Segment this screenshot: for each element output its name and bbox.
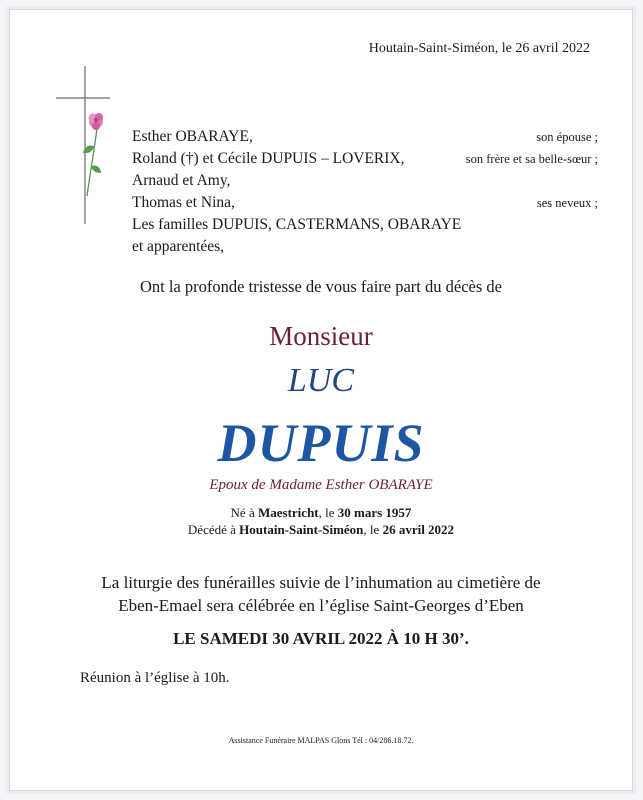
birth-place: Maestricht [257, 505, 319, 520]
family-name: Esther OBARAYE, [132, 128, 253, 145]
family-name: Roland (†) et Cécile DUPUIS – LOVERIX, [132, 150, 405, 167]
funeral-home-footer: Assistance Funéraire MALPAS Glons Tél : 04/286.18.72. [228, 736, 414, 745]
death-prefix: Décédé à [187, 522, 240, 537]
death-notice-page [9, 9, 633, 791]
family-row [132, 172, 598, 192]
family-name: Arnaud et Amy, [132, 172, 231, 189]
reunion-note: Réunion à l’église à 10h. [80, 670, 230, 686]
death-mid: , le [363, 522, 383, 537]
death-place: Houtain-Saint-Siméon [239, 522, 364, 537]
family-role: son épouse ; [536, 130, 598, 144]
family-name: Thomas et Nina, [132, 194, 235, 211]
ceremony-line-2: Eben-Emael sera célébrée en l’église Saint-Georges d’Eben [118, 596, 524, 615]
family-row [132, 238, 598, 258]
family-row [132, 150, 598, 170]
death-date: 26 avril 2022 [382, 522, 455, 537]
place-date: Houtain-Saint-Siméon, le 26 avril 2022 [368, 41, 590, 56]
birth-prefix: Né à [230, 505, 258, 520]
birth-line [10, 505, 632, 521]
deceased-title: Monsieur [269, 321, 373, 351]
family-name: Les familles DUPUIS, CASTERMANS, OBARAYE [132, 216, 462, 233]
announcement-intro: Ont la profonde tristesse de vous faire part du décès de [140, 277, 502, 296]
spouse-line: Epoux de Madame Esther OBARAYE [209, 477, 433, 493]
family-row [132, 128, 598, 148]
family-role: ses neveux ; [536, 196, 598, 210]
birth-mid: , le [318, 505, 338, 520]
cross-rose-icon [54, 58, 112, 226]
ceremony-line-1: La liturgie des funérailles suivie de l’inhumation au cimetière de [101, 573, 541, 592]
ceremony-datetime: LE SAMEDI 30 AVRIL 2022 À 10 H 30’. [173, 629, 469, 648]
family-role: son frère et sa belle-sœur ; [465, 152, 598, 166]
family-row [132, 194, 598, 214]
death-line [10, 522, 632, 538]
deceased-first-name: LUC [287, 362, 355, 399]
deceased-last-name: DUPUIS [217, 413, 425, 473]
family-row [132, 216, 598, 236]
family-name: et apparentées, [132, 238, 225, 255]
birth-date: 30 mars 1957 [337, 505, 412, 520]
